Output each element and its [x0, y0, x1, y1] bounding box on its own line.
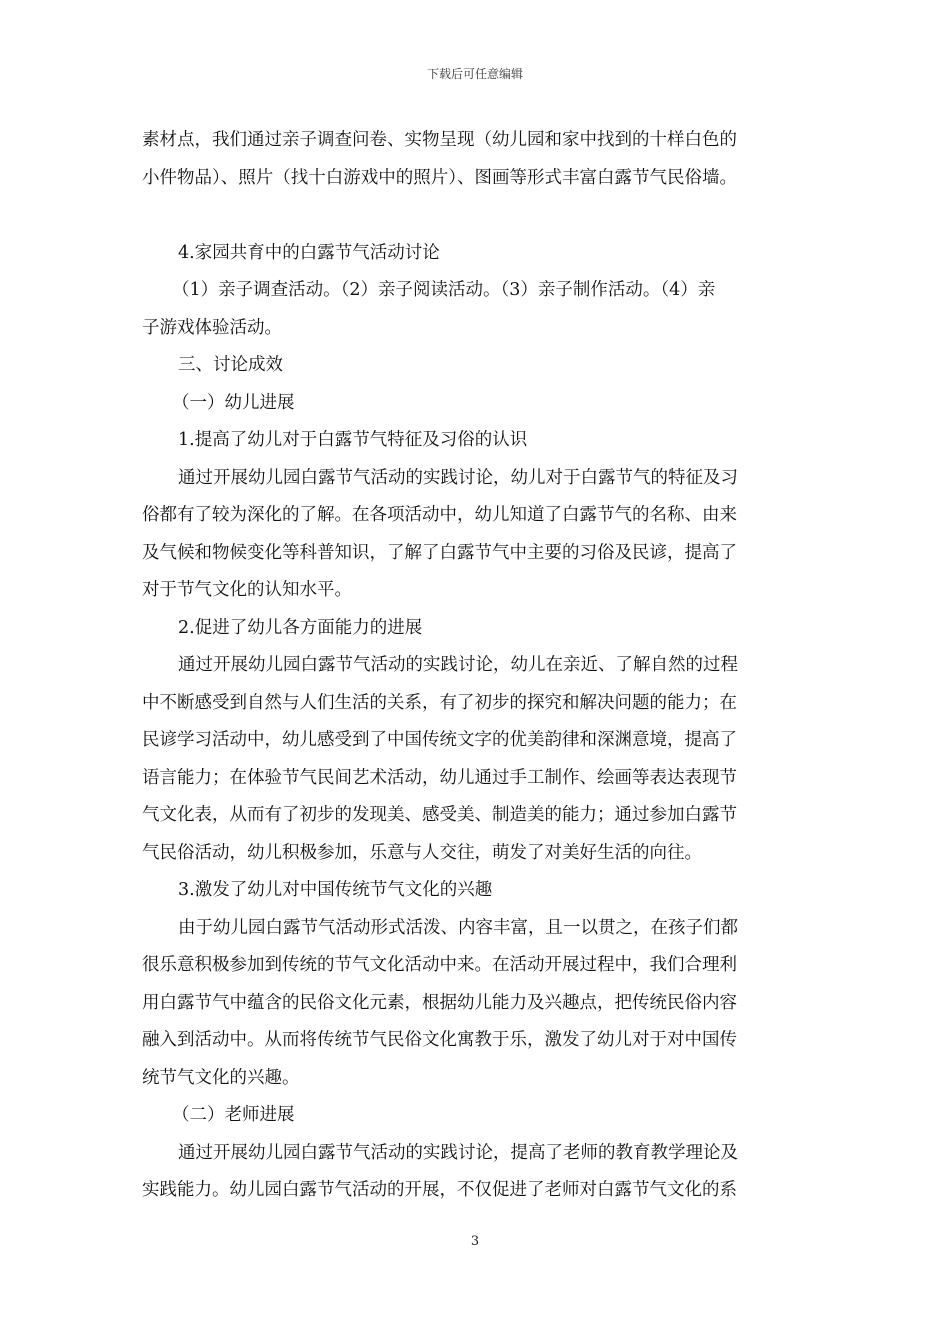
paragraph-line: 气民俗活动，幼儿积极参加，乐意与人交往，萌发了对美好生活的向往。	[142, 842, 702, 863]
paragraph-line: 通过开展幼儿园白露节气活动的实践讨论，提高了老师的教育教学理论及	[178, 1142, 738, 1163]
body-text	[142, 122, 808, 1210]
paragraph-line: 及气候和物候变化等科普知识，了解了白露节气中主要的习俗及民谚，提高了	[142, 542, 737, 563]
section-heading: 2.促进了幼儿各方面能力的进展	[178, 617, 423, 638]
paragraph-line: 对于节气文化的认知水平。	[142, 580, 352, 600]
section-heading: 三、讨论成效	[178, 355, 283, 375]
paragraph-line: 小件物品）、照片（找十白游戏中的照片）、图画等形式丰富白露节气民俗墙。	[142, 167, 737, 188]
section-heading: （二）老师进展	[172, 1105, 295, 1125]
paragraph-line: 用白露节气中蕴含的民俗文化元素，根据幼儿能力及兴趣点，把传统民俗内容	[142, 992, 737, 1013]
paragraph-line: 民谚学习活动中，幼儿感受到了中国传统文字的优美韵律和深渊意境，提高了	[142, 730, 737, 750]
paragraph-line: 子游戏体验活动。	[142, 317, 282, 338]
section-heading: 1.提高了幼儿对于白露节气特征及习俗的认识	[178, 430, 528, 450]
paragraph-line: 中不断感受到自然与人们生活的关系，有了初步的探究和解决问题的能力；在	[142, 692, 737, 713]
section-heading: 4.家园共育中的白露节气活动讨论	[178, 242, 440, 263]
paragraph-line: 统节气文化的兴趣。	[142, 1067, 300, 1088]
paragraph-gap	[142, 197, 808, 235]
section-heading: 3.激发了幼儿对中国传统节气文化的兴趣	[178, 880, 493, 900]
paragraph-line: 很乐意积极参加到传统的节气文化活动中来。在活动开展过程中，我们合理利	[142, 955, 737, 975]
paragraph-line: （1）亲子调查活动。（2）亲子阅读活动。（3）亲子制作活动。（4）亲	[172, 280, 716, 300]
paragraph-line: 素材点，我们通过亲子调查问卷、实物呈现（幼儿园和家中找到的十样白色的	[142, 130, 737, 150]
section-heading: （一）幼儿进展	[172, 392, 295, 413]
paragraph-line: 由于幼儿园白露节气活动形式活泼、内容丰富，且一以贯之，在孩子们都	[178, 917, 738, 938]
paragraph-line: 通过开展幼儿园白露节气活动的实践讨论，幼儿对于白露节气的特征及习	[178, 467, 738, 488]
paragraph-line: 融入到活动中。从而将传统节气民俗文化寓教于乐，激发了幼儿对于对中国传	[142, 1030, 737, 1050]
paragraph-line: 气文化表，从而有了初步的发现美、感受美、制造美的能力；通过参加白露节	[142, 805, 737, 825]
paragraph-line: 通过开展幼儿园白露节气活动的实践讨论，幼儿在亲近、了解自然的过程	[178, 655, 738, 675]
paragraph-line: 实践能力。幼儿园白露节气活动的开展，不仅促进了老师对白露节气文化的系	[142, 1180, 737, 1200]
page-header: 下载后可任意编辑	[426, 67, 523, 81]
paragraph-line: 语言能力；在体验节气民间艺术活动，幼儿通过手工制作、绘画等表达表现节	[142, 767, 737, 788]
page-number: 3	[470, 1234, 480, 1249]
paragraph-line: 俗都有了较为深化的了解。在各项活动中，幼儿知道了白露节气的名称、由来	[142, 505, 737, 525]
